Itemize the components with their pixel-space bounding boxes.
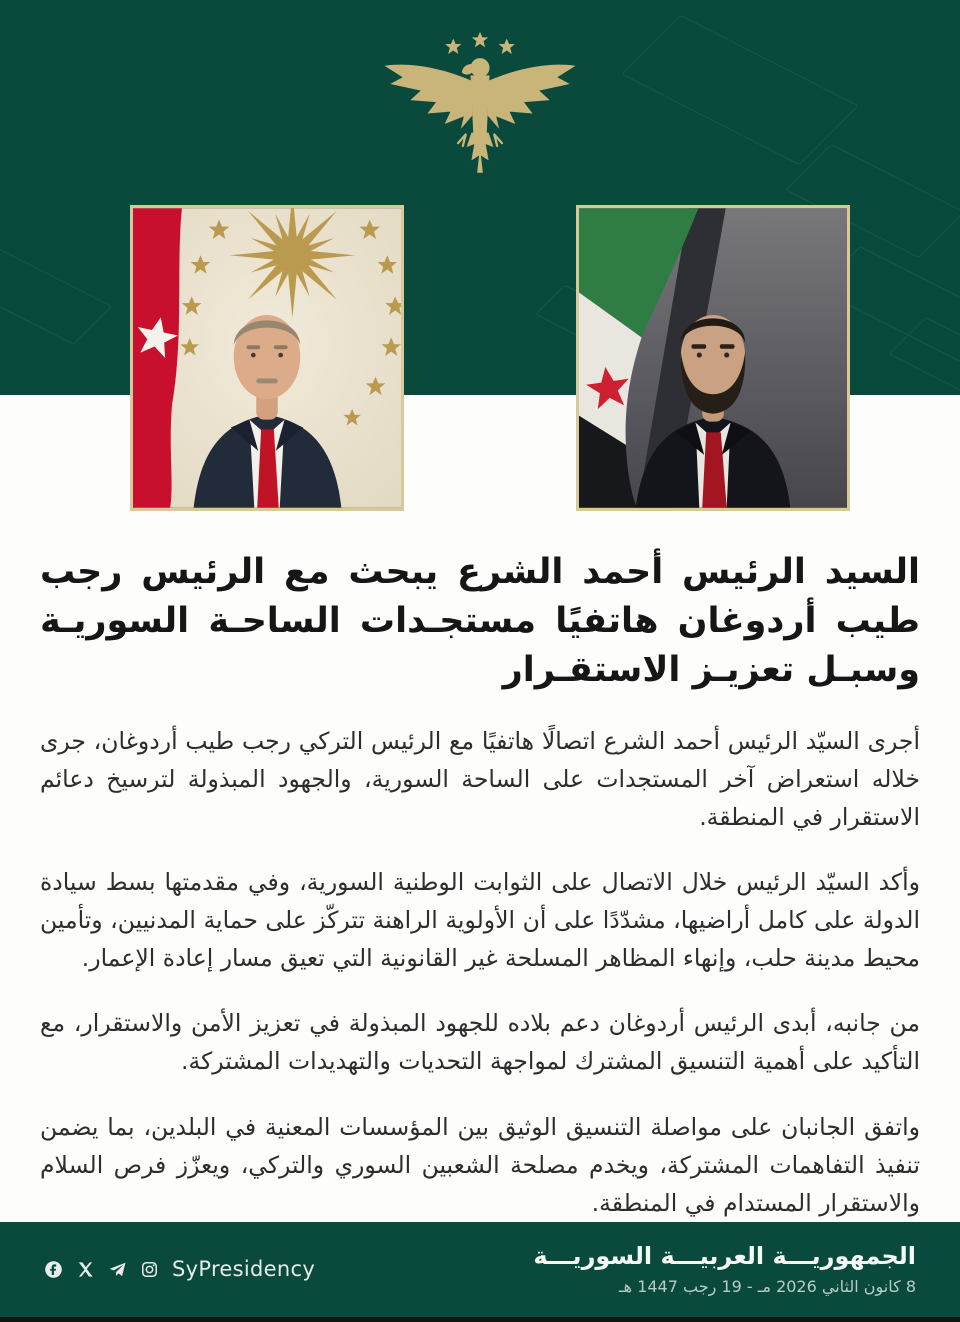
syrian-eagle-emblem-icon	[375, 28, 585, 180]
headline: السيد الرئيس أحمد الشرع يبحث مع الرئيس رجب طيب أردوغان هاتفيًا مستجـدات الساحـة السوريـة وسبـل تعزيـز الاستقـرار	[40, 552, 920, 690]
press-release-body	[0, 395, 960, 1222]
paragraph-1: أجرى السيّد الرئيس أحمد الشرع اتصالًا هاتفيًا مع الرئيس التركي رجب طيب أردوغان، جرى خلاله استعراض آخر المستجدات على الساحة السورية، والجهود المبذولة لترسيخ دعائم الاستقرار في المنطقة.	[40, 727, 920, 832]
instagram-icon[interactable]	[140, 1260, 159, 1279]
republic-title: الجمهوريـــة العربيـــة السوريـــة	[533, 1242, 916, 1271]
footer-band	[0, 1222, 960, 1317]
footer-republic-block	[533, 1242, 916, 1296]
telegram-icon[interactable]	[108, 1260, 127, 1279]
date-line: 8 كانون الثاني 2026 مـ - 19 رجب 1447 هـ	[618, 1277, 916, 1297]
social-handle: SyPresidency	[172, 1257, 316, 1282]
erdogan-portrait	[130, 205, 404, 511]
bottom-dark-strip	[0, 1317, 960, 1322]
paragraph-4: واتفق الجانبان على مواصلة التنسيق الوثيق بين المؤسسات المعنية في البلدين، بما يضمن تنفيذ التفاهمات المشتركة، ويخدم مصلحة الشعبين السوري والتركي، ويعزّز فرص السلام والاستقرار المستدام في المنطقة.	[40, 1112, 920, 1217]
social-links-row	[44, 1257, 333, 1281]
watermark-slash	[621, 15, 859, 165]
paragraph-2: وأكد السيّد الرئيس خلال الاتصال على الثوابت الوطنية السورية، وفي مقدمتها بسط سيادة الدولة على كامل أراضيها، مشدّدًا على أن الأولوية الراهنة تتركّز على حماية المدنيين، وتأمين محيط مدينة حلب، وإنهاء المظاهر المسلحة غير القانونية التي تعيق مسار إعادة الإعمار.	[40, 868, 920, 973]
facebook-icon[interactable]	[44, 1260, 63, 1279]
x-icon[interactable]	[76, 1260, 95, 1279]
sharaa-portrait	[576, 205, 850, 511]
paragraph-3: من جانبه، أبدى الرئيس أردوغان دعم بلاده للجهود المبذولة في تعزيز الأمن والاستقرار، مع التأكيد على أهمية التنسيق المشترك لمواجهة التحديات والتهديدات المشتركة.	[40, 1009, 920, 1076]
leaders-photo-row	[0, 205, 960, 511]
